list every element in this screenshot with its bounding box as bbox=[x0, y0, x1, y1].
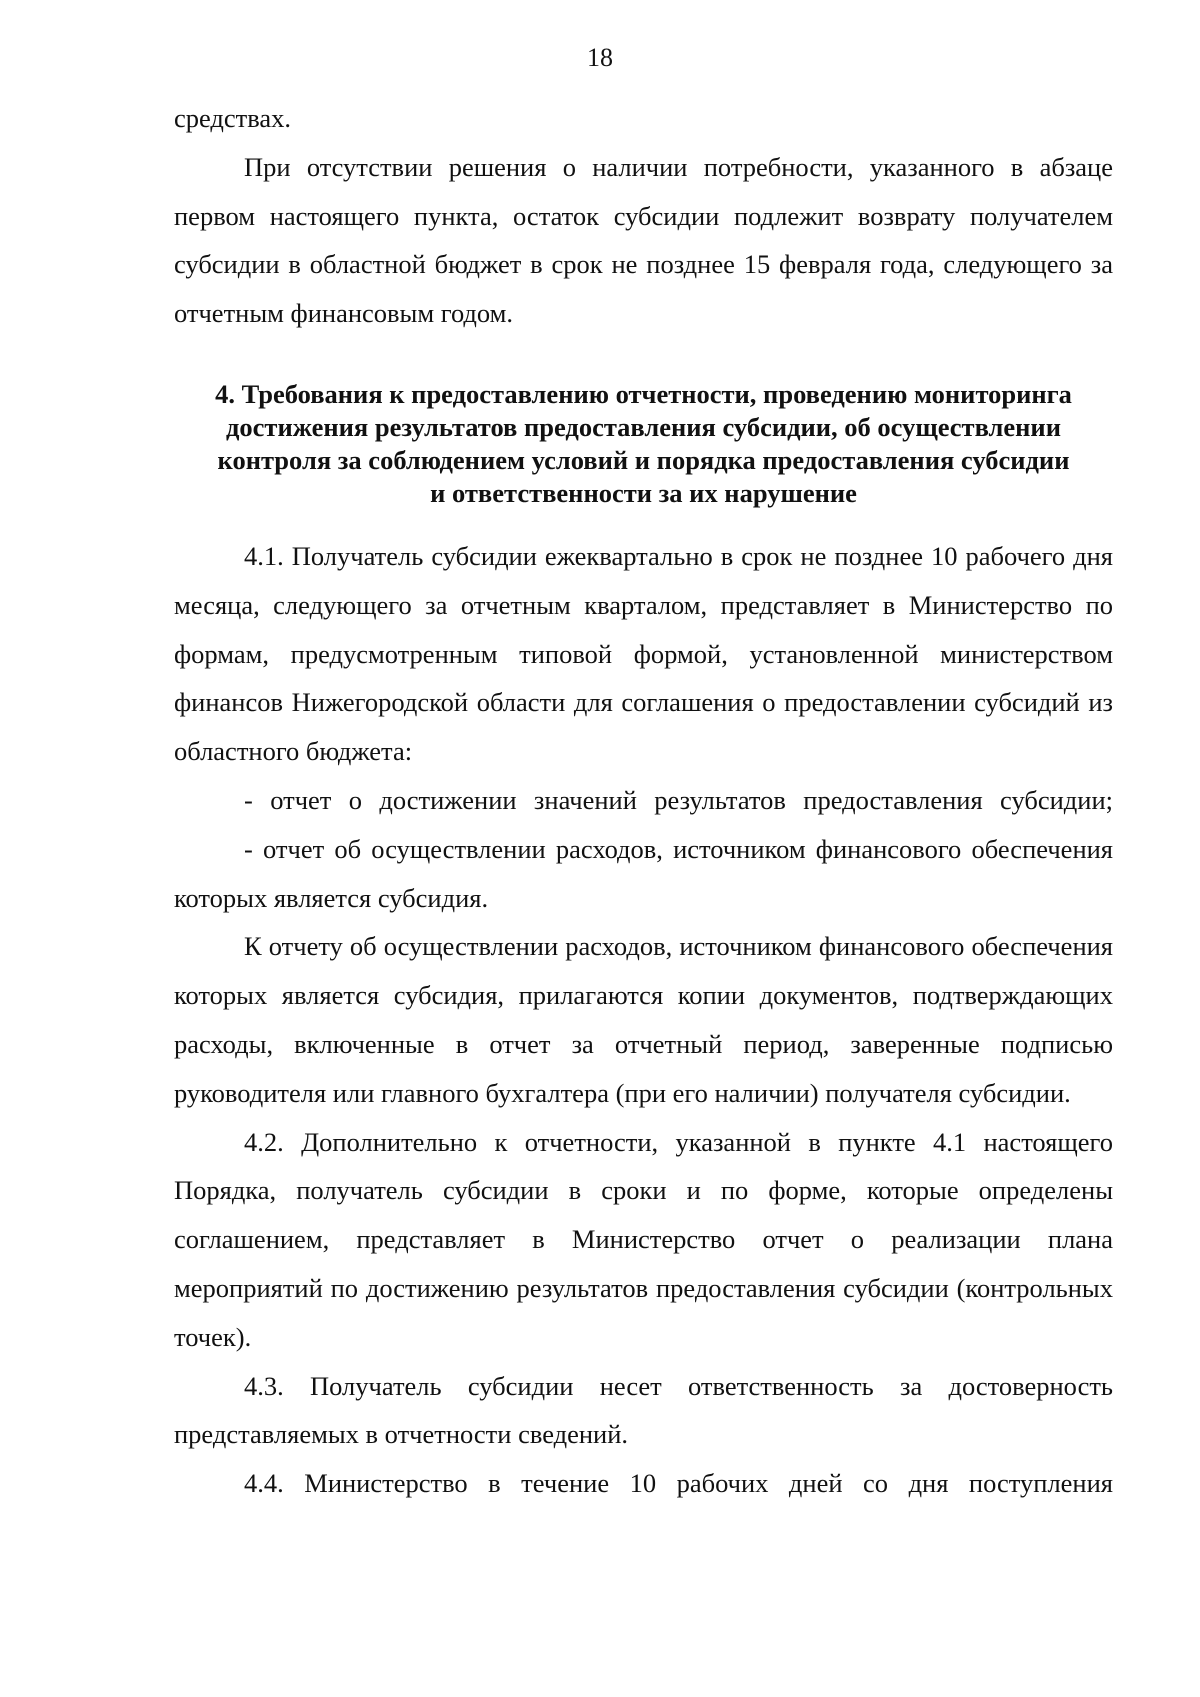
section-heading-line: достижения результатов предоставления субсидии, об осуществлении bbox=[226, 411, 1061, 442]
paragraph-4-3: 4.3. Получатель субсидии несет ответственность за достоверность представляемых в отчетности сведений. bbox=[174, 1370, 1113, 1450]
paragraph-4-4: 4.4. Министерство в течение 10 рабочих дней со дня поступления bbox=[244, 1468, 1113, 1499]
section-heading bbox=[174, 378, 1113, 510]
paragraph-continuation: средствах. bbox=[174, 103, 292, 133]
paragraph-4-1: 4.1. Получатель субсидии ежеквартально в срок не позднее 10 рабочего дня месяца, следующего за отчетным кварталом, представляет в Министерство по формам, предусмотренным типовой формой, установленной министерством финансов Нижегородской области для соглашения о предоставлении субсидий из областного бюджета: bbox=[174, 540, 1113, 767]
list-item-results-report: - отчет о достижении значений результатов предоставления субсидии; bbox=[244, 784, 1113, 815]
section-heading-line: 4. Требования к предоставлению отчетности, проведению мониторинга bbox=[215, 378, 1072, 409]
page-number: 18 bbox=[587, 43, 613, 72]
section-heading-line: и ответственности за их нарушение bbox=[430, 477, 857, 508]
section-heading-line: контроля за соблюдением условий и порядка предоставления субсидии bbox=[217, 444, 1070, 475]
paragraph-refund-clause: При отсутствии решения о наличии потребности, указанного в абзаце первом настоящего пункта, остаток субсидии подлежит возврату получателем субсидии в областной бюджет в срок не позднее 15 февраля года, следующего за отчетным финансовым годом. bbox=[174, 151, 1113, 329]
document-body bbox=[174, 94, 1113, 1508]
list-item-expenses-report: - отчет об осуществлении расходов, источником финансового обеспечения которых является субсидия. bbox=[174, 833, 1113, 913]
paragraph-report-attachments: К отчету об осуществлении расходов, источником финансового обеспечения которых является субсидия, прилагаются копии документов, подтверждающих расходы, включенные в отчет за отчетный период, заверенные подписью руководителя или главного бухгалтера (при его наличии) получателя субсидии. bbox=[174, 931, 1113, 1108]
paragraph-4-2: 4.2. Дополнительно к отчетности, указанной в пункте 4.1 настоящего Порядка, получатель субсидии в сроки и по форме, которые определены соглашением, представляет в Министерство отчет о реализации плана мероприятий по достижению результатов предоставления субсидии (контрольных точек). bbox=[174, 1126, 1113, 1352]
